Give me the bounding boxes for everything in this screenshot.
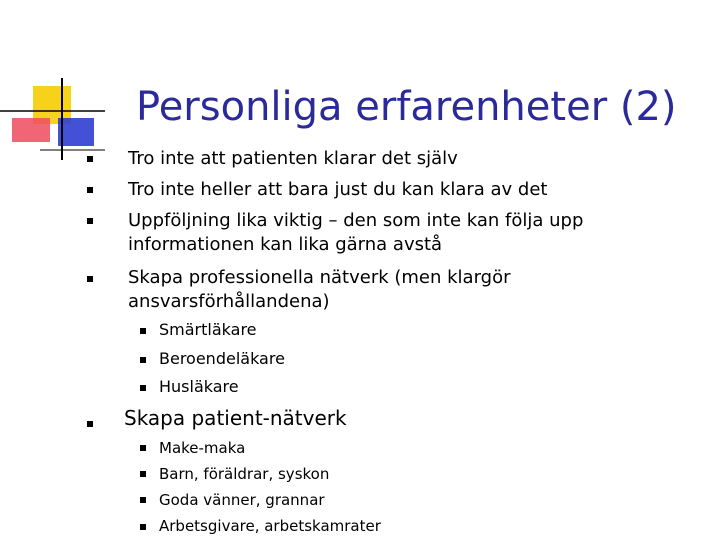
sub-bullet-text: Make-maka [159,439,246,457]
bullet-text: Skapa professionella nätverk (men klargör [128,267,511,288]
square-bullet-icon [87,156,93,162]
bullet-text: Skapa patient-nätverk [124,406,347,430]
square-bullet-icon [140,328,146,334]
square-bullet-icon [140,524,146,530]
sub-bullet-text: Smärtläkare [159,320,257,339]
sub-bullet-text: Goda vänner, grannar [159,491,325,509]
bullet-text-continued: informationen kan lika gärna avstå [128,234,443,255]
square-bullet-icon [140,357,146,363]
sub-bullet-text: Arbetsgivare, arbetskamrater [159,517,381,535]
sub-bullet-text: Barn, föräldrar, syskon [159,465,330,483]
square-bullet-icon [140,471,146,477]
slide-title: Personliga erfarenheter (2) [136,84,677,130]
sub-bullet-text: Beroendeläkare [159,349,285,368]
square-bullet-icon [140,497,146,503]
square-bullet-icon [87,218,93,224]
square-bullet-icon [87,187,93,193]
square-bullet-icon [140,445,146,451]
bullet-text-continued: ansvarsförhållandena) [128,291,330,312]
bullet-text: Tro inte att patienten klarar det själv [128,148,458,169]
bullet-text: Uppföljning lika viktig – den som inte kan följa upp [128,210,584,231]
bullet-text: Tro inte heller att bara just du kan klara av det [128,179,548,200]
square-bullet-icon [87,421,93,427]
slide-logo-graphic [0,0,110,170]
square-bullet-icon [140,385,146,391]
sub-bullet-text: Husläkare [159,377,239,396]
square-bullet-icon [87,276,93,282]
